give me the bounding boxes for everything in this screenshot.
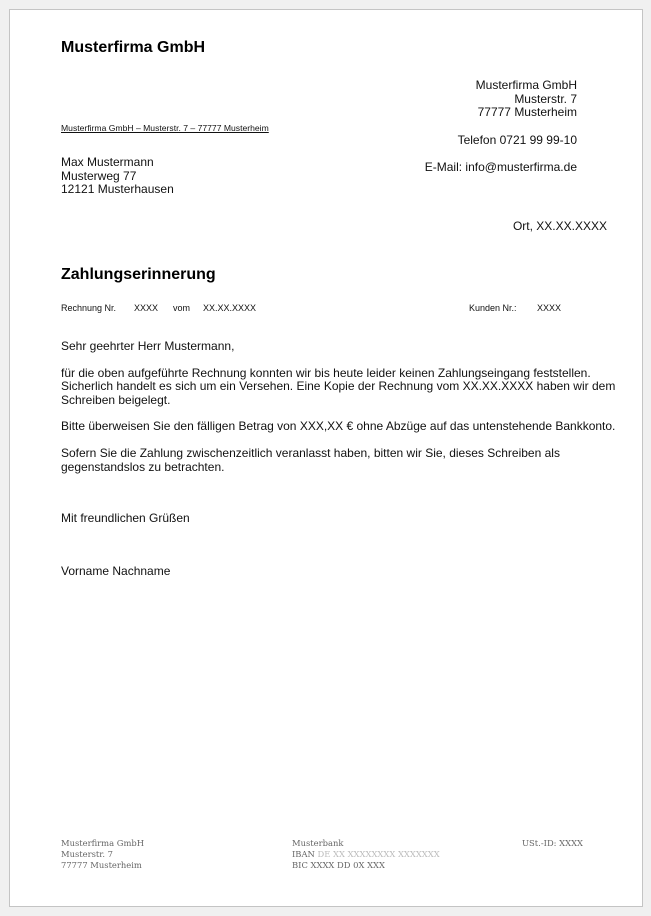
letter-subject: Zahlungserinnerung (61, 266, 216, 283)
invoice-date-label: vom (173, 303, 191, 313)
return-address-line: Musterfirma GmbH – Musterstr. 7 – 77777 Musterheim (61, 123, 269, 133)
recipient-line: 12121 Musterhausen (61, 182, 174, 197)
footer-company-line: Musterfirma GmbH (61, 838, 145, 848)
recipient-line: Max Mustermann (61, 155, 154, 169)
customer-number-label: Kunden Nr.: (469, 303, 517, 313)
invoice-number: XXXX (134, 303, 159, 313)
signature-name: Vorname Nachname (61, 564, 171, 578)
iban-label: IBAN (292, 849, 315, 859)
sender-email: E-Mail: info@musterfirma.de (424, 160, 577, 174)
footer-bank-name: Musterbank (292, 838, 344, 848)
customer-number: XXXX (537, 303, 562, 313)
sender-line: Musterstr. 7 (514, 91, 577, 106)
footer-iban (292, 849, 440, 860)
sender-phone: Telefon 0721 99 99-10 (457, 133, 577, 147)
body-paragraph: Bitte überweisen Sie den fälligen Betrag von XXX,XX € ohne Abzüge auf das untenstehende Bankkonto. (61, 419, 616, 434)
footer-company-line: 77777 Musterheim (61, 860, 142, 870)
recipient-address (61, 156, 174, 197)
footer-vat-id: USt.-ID: XXXX (522, 838, 584, 848)
invoice-number-label: Rechnung Nr. (61, 303, 117, 313)
footer-company-line: Musterstr. 7 (61, 849, 113, 859)
sender-line: Musterfirma GmbH (475, 78, 577, 92)
salutation: Sehr geehrter Herr Mustermann, (61, 339, 235, 353)
letterhead-company-name: Musterfirma GmbH (61, 39, 206, 56)
footer-company (61, 838, 144, 871)
letter-page (9, 9, 643, 907)
footer-bank (292, 838, 440, 871)
closing: Mit freundlichen Grüßen (61, 511, 190, 525)
invoice-date: XX.XX.XXXX (203, 303, 257, 313)
sender-address (476, 79, 577, 120)
letter-body (61, 340, 621, 487)
body-paragraph: für die oben aufgeführte Rechnung konnten wir bis heute leider keinen Zahlungseingang feststellen. Sicherlich handelt es sich um ein Versehen. Eine Kopie der Rechnung vom XX.XX.XXXX haben wir dem Schreiben beigelegt. (61, 365, 616, 407)
footer-bic: BIC XXXX DD 0X XXX (292, 860, 385, 870)
body-paragraph: Sofern Sie die Zahlung zwischenzeitlich veranlasst haben, bitten wir Sie, dieses Schreiben als gegenstandslos zu betrachten. (61, 445, 560, 474)
sender-line: 77777 Musterheim (477, 105, 577, 120)
recipient-line: Musterweg 77 (61, 168, 137, 183)
letter-date: Ort, XX.XX.XXXX (512, 219, 607, 233)
iban-value: DE XX XXXXXXXX XXXXXXX (317, 849, 440, 859)
